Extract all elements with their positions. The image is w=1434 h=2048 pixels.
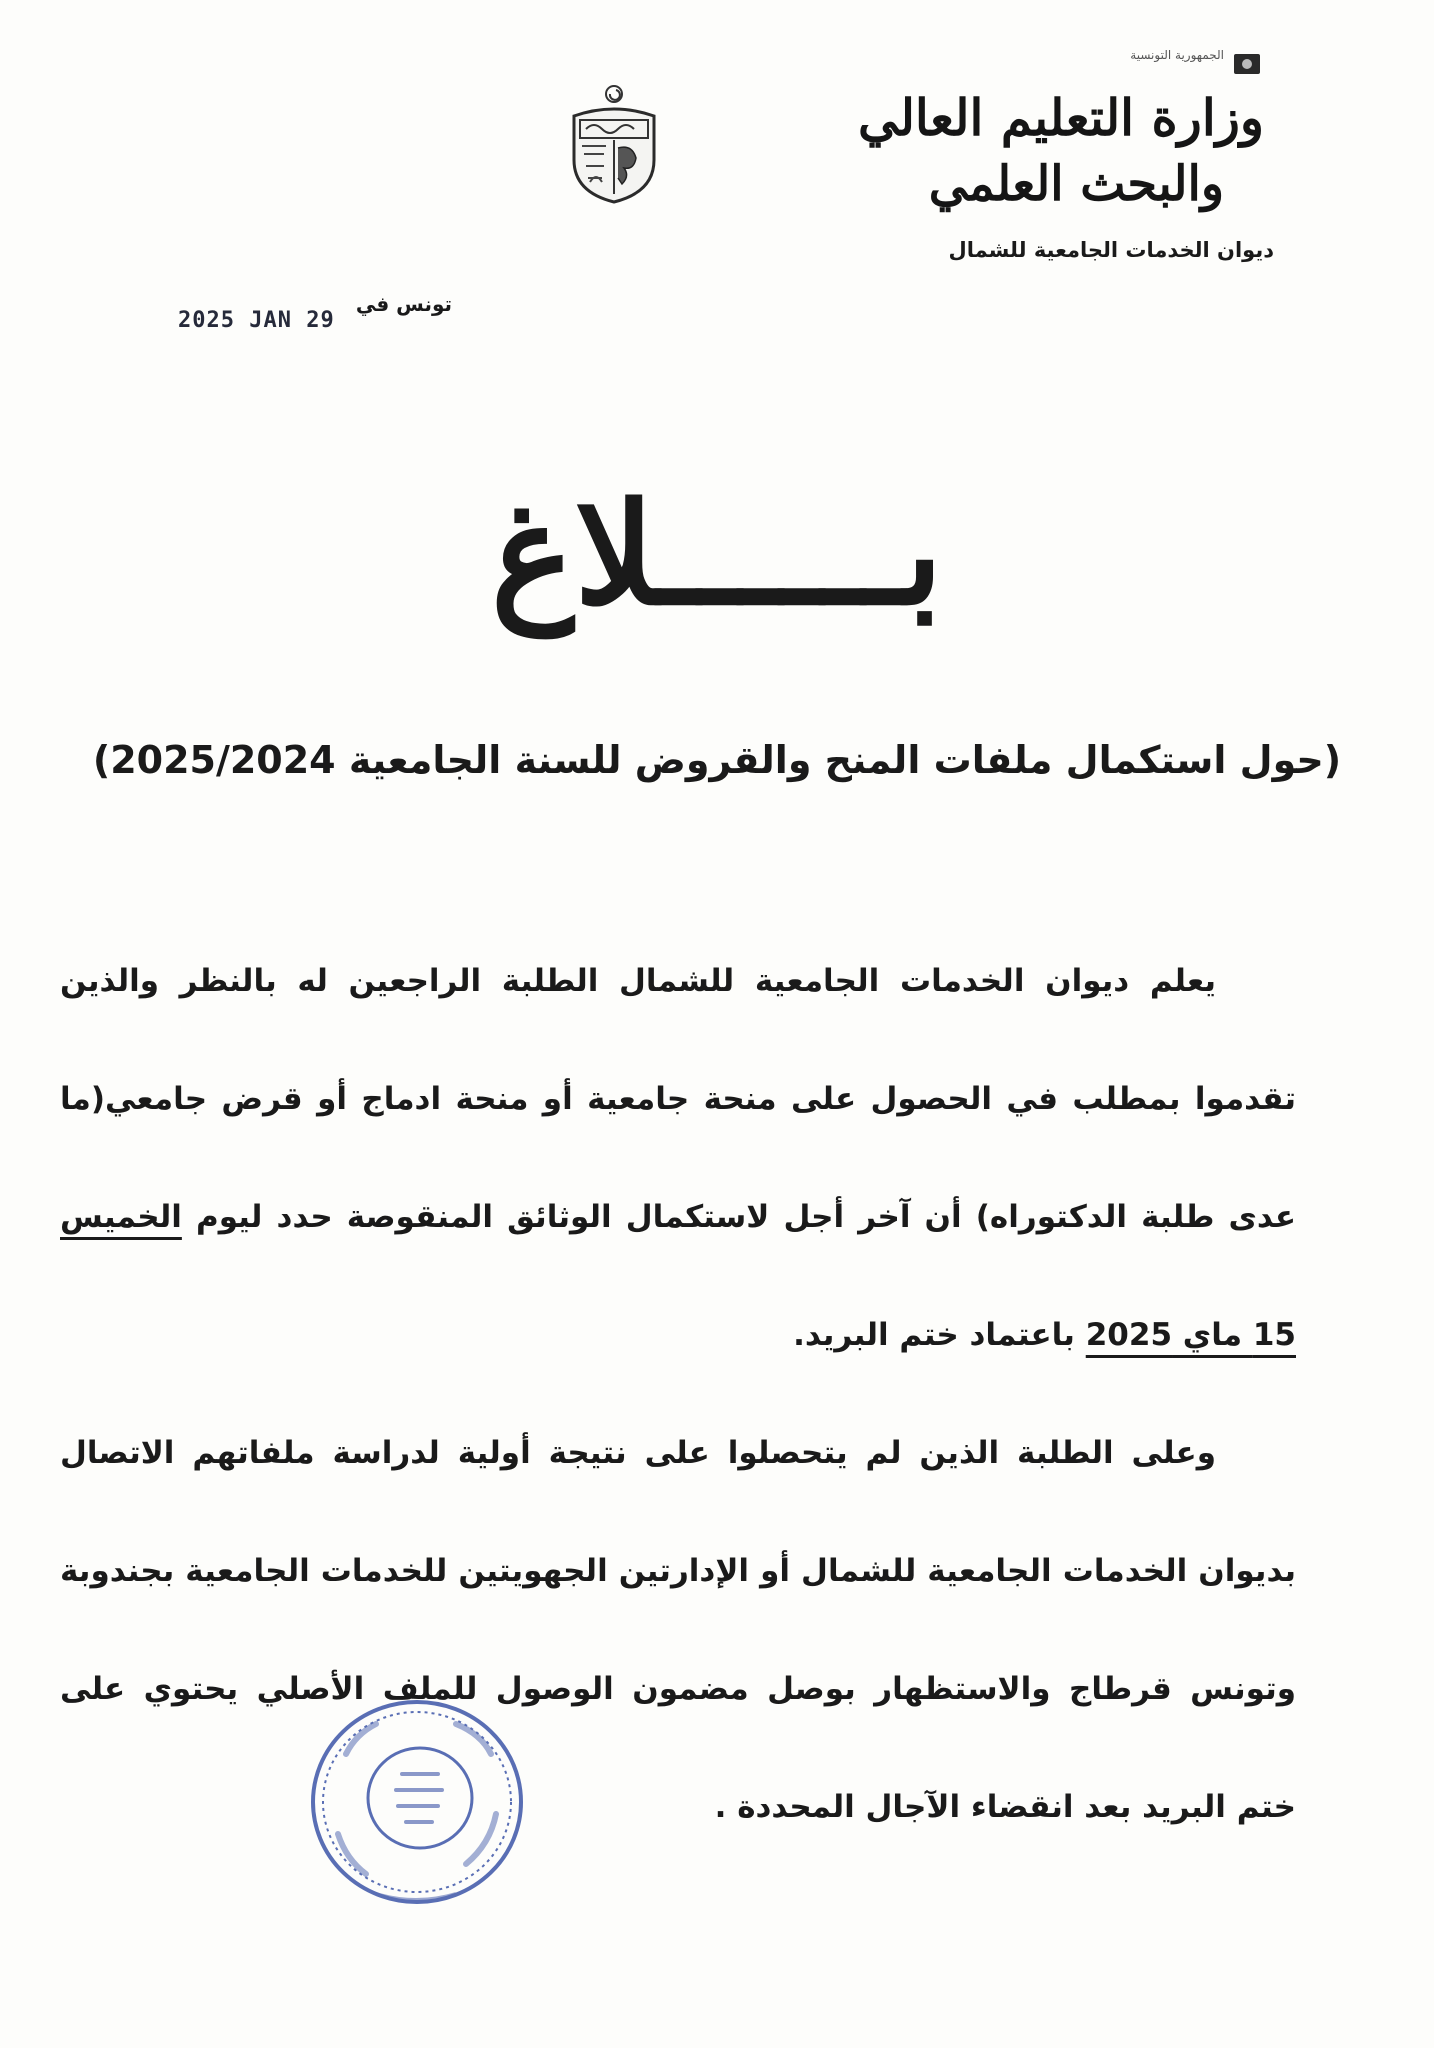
official-round-seal-icon (306, 1694, 528, 1910)
announcement-body (60, 922, 1296, 1866)
paragraph-1-text-a: يعلم ديوان الخدمات الجامعية للشمال الطلبة الراجعين له بالنظر والذين تقدموا بمطلب في الحصول على منحة جامعية أو منحة ادماج أو قرض جامعي( (60, 963, 1296, 1117)
tunisia-flag-icon (1234, 54, 1260, 74)
ministry-name-line1: وزارة التعليم العالي (858, 88, 1264, 147)
announcement-subtitle: (حول استكمال ملفات المنح والقروض للسنة الجامعية 2025/2024) (92, 738, 1342, 782)
announcement-title: بــــــلاغ (490, 473, 944, 637)
office-name: ديوان الخدمات الجامعية للشمال (948, 238, 1274, 262)
ministry-name-line2: والبحث العلمي (928, 156, 1224, 212)
doctorate-exception: ما عدى طلبة الدكتوراه (60, 1081, 1296, 1235)
tunisia-coat-of-arms-icon (566, 82, 662, 206)
paragraph-1-text-c: باعتماد ختم البريد. (793, 1317, 1086, 1353)
dateline-place: تونس في (355, 292, 452, 316)
paragraph-2: وعلى الطلبة الذين لم يتحصلوا على نتيجة أولية لدراسة ملفاتهم الاتصال بديوان الخدمات الجامعية للشمال أو الإدارتين الجهويتين للخدمات الجامعية بجندوبة وتونس قرطاج والاستظهار بوصل مضمون الوصول للملف الأصلي يحتوي على ختم البريد بعد انقضاء الآجال المحددة . (60, 1435, 1296, 1825)
date-stamp: 2025 JAN 29 (178, 308, 335, 333)
paragraph-1 (60, 922, 1296, 1394)
deadline-date: الخميس 15 ماي 2025 (60, 1199, 1296, 1353)
paragraph-1-text-b: ) أن آخر أجل لاستكمال الوثائق المنقوصة حدد ليوم (181, 1199, 990, 1235)
republic-label: الجمهورية التونسية (1130, 48, 1224, 62)
dateline (178, 288, 458, 348)
